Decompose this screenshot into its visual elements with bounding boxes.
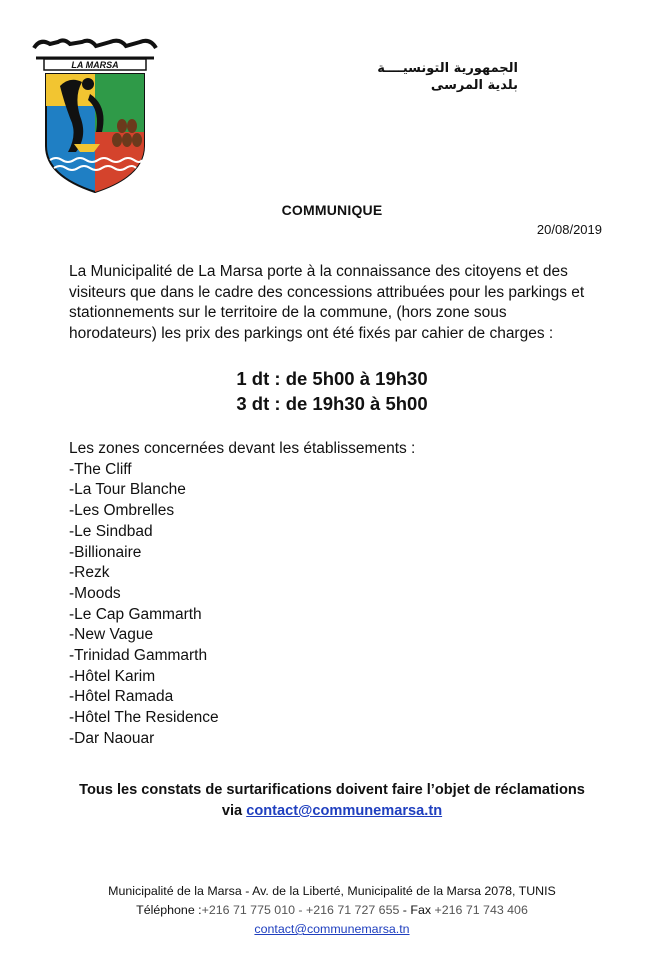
list-item: -Dar Naouar: [69, 729, 155, 747]
list-item: -Hôtel Karim: [69, 667, 156, 685]
price-day: 1 dt : de 5h00 à 19h30: [236, 368, 428, 389]
list-item: -Le Cap Gammarth: [69, 605, 202, 623]
footer-address: Municipalité de la Marsa - Av. de la Liberté, Municipalité de la Marsa 2078, TUNIS: [108, 884, 556, 898]
document-title: COMMUNIQUE: [281, 202, 383, 218]
notice-email-link[interactable]: contact@communemarsa.tn: [246, 803, 443, 819]
list-item: -Moods: [69, 584, 121, 602]
arabic-header: [377, 60, 518, 94]
price-block: [0, 366, 664, 416]
footer-email-link[interactable]: contact@communemarsa.tn: [254, 922, 410, 936]
intro-paragraph: La Municipalité de La Marsa porte à la connaissance des citoyens et des visiteurs que dans le cadre des concessions attribuées pour les parkings et stationnements sur le territoire de la commune, (hors zone sous horodateurs) les prix des parkings ont été fixés par cahier de charges :: [69, 263, 585, 343]
list-item: -Billionaire: [69, 543, 142, 561]
list-item: -Hôtel Ramada: [69, 688, 174, 706]
notice-text: Tous les constats de surtarifications doivent faire l’objet de réclamations: [79, 782, 585, 798]
list-item: -Hôtel The Residence: [69, 709, 219, 727]
notice-contact-line: [0, 801, 664, 822]
la-marsa-logo: [30, 36, 160, 194]
list-item: -La Tour Blanche: [69, 481, 186, 499]
list-item: -Trinidad Gammarth: [69, 647, 208, 665]
footer: [0, 882, 664, 939]
list-item: -New Vague: [69, 626, 154, 644]
document-date: 20/08/2019: [536, 222, 602, 237]
list-item: -The Cliff: [69, 460, 132, 478]
zones-list: [69, 460, 415, 750]
zones-section: [69, 439, 415, 750]
fax-separator: -: [399, 903, 411, 917]
logo-text: LA MARSA: [71, 60, 119, 70]
zones-heading: Les zones concernées devant les établissements :: [69, 440, 416, 457]
arabic-municipality: بلدية المرسى: [430, 78, 518, 93]
notice-via: via: [221, 803, 247, 819]
list-item: -Les Ombrelles: [69, 502, 175, 520]
footer-phone-line: [0, 901, 664, 920]
phone-numbers: +216 71 775 010 - +216 71 727 655: [201, 903, 400, 917]
arabic-republic: الجمهورية التونسيــــة: [377, 61, 518, 76]
fax-label: Fax: [410, 903, 432, 917]
phone-label: Téléphone :: [136, 903, 202, 917]
fax-number: +216 71 743 406: [431, 903, 528, 917]
list-item: -Le Sindbad: [69, 522, 153, 540]
complaint-notice: [0, 780, 664, 822]
list-item: -Rezk: [69, 564, 110, 582]
price-night: 3 dt : de 19h30 à 5h00: [236, 393, 428, 414]
